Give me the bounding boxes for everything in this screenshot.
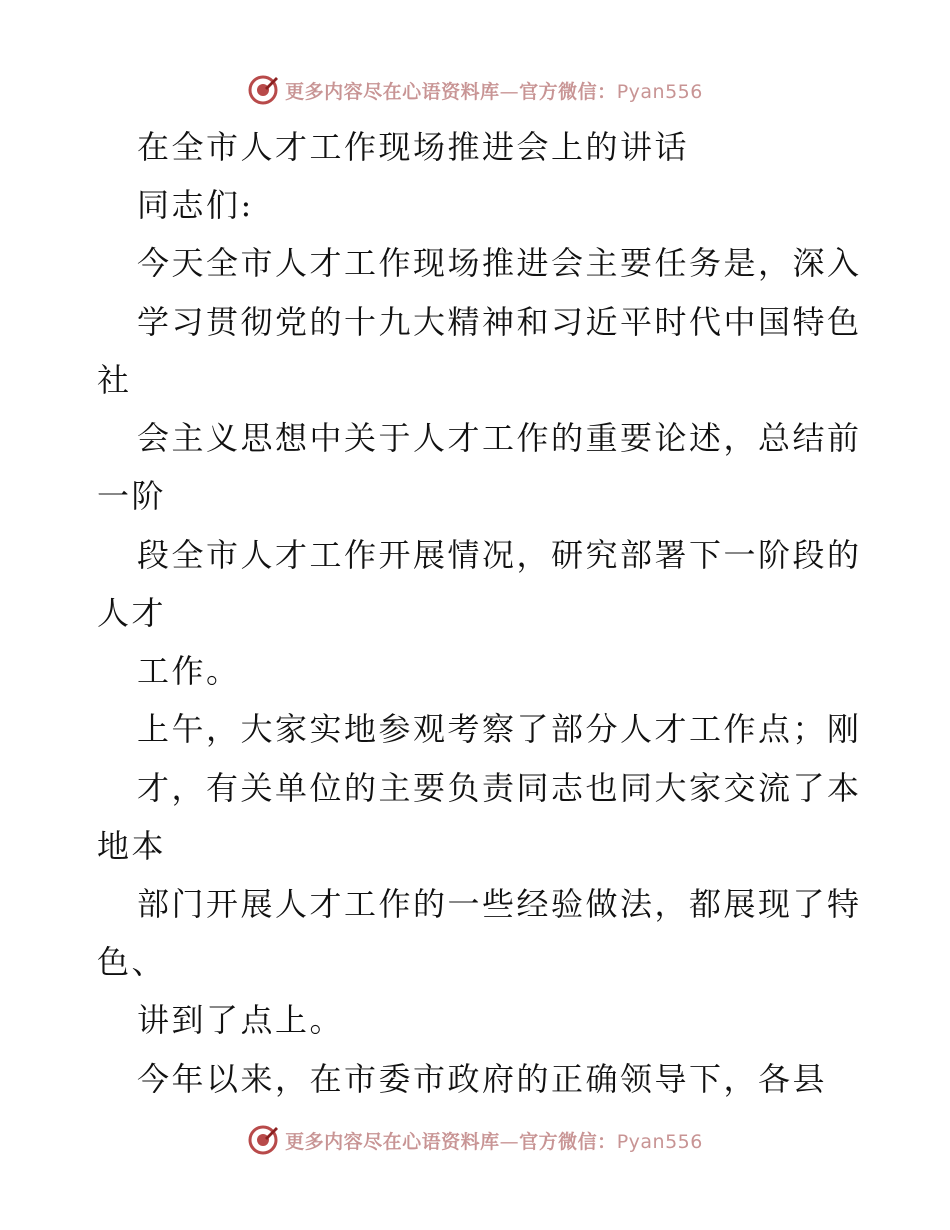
paragraph-line: 学习贯彻党的十九大精神和习近平时代中国特色 (137, 303, 862, 341)
paragraph-line: 今天全市人才工作现场推进会主要任务是，深入 (137, 244, 862, 282)
paragraph-line: 部门开展人才工作的一些经验做法，都展现了特 (137, 885, 862, 923)
pen-logo-icon (247, 1124, 279, 1156)
paragraph-line: 一阶 (97, 477, 167, 515)
watermark-dash: — (499, 80, 520, 103)
paragraph-line: 色、 (97, 943, 167, 981)
footer-watermark-banner (0, 1120, 950, 1160)
watermark-site-name: 更多内容尽在心语资料库 (285, 80, 500, 103)
paragraph-line: 段全市人才工作开展情况，研究部署下一阶段的 (137, 536, 862, 574)
paragraph-line: 才，有关单位的主要负责同志也同大家交流了本 (137, 769, 862, 807)
paragraph-line: 讲到了点上。 (137, 1001, 345, 1039)
watermark-dash: — (499, 1130, 520, 1153)
salutation: 同志们: (137, 186, 254, 224)
watermark-text (285, 77, 703, 104)
paragraph-line: 地本 (97, 827, 167, 865)
watermark-text (285, 1127, 703, 1154)
watermark-wechat-id: Pyan556 (616, 80, 703, 103)
paragraph-line: 上午，大家实地参观考察了部分人才工作点；刚 (137, 710, 862, 748)
paragraph-line: 人才 (97, 594, 167, 632)
watermark-site-name: 更多内容尽在心语资料库 (285, 1130, 500, 1153)
paragraph-line: 工作。 (137, 652, 241, 690)
header-watermark-banner (0, 70, 950, 110)
watermark-wechat-label: 官方微信： (519, 80, 617, 103)
paragraph-line: 社 (97, 361, 132, 399)
document-title: 在全市人才工作现场推进会上的讲话 (137, 128, 690, 166)
pen-logo-icon (247, 74, 279, 106)
watermark-wechat-label: 官方微信： (519, 1130, 617, 1153)
paragraph-line: 会主义思想中关于人才工作的重要论述，总结前 (137, 419, 862, 457)
watermark-wechat-id: Pyan556 (616, 1130, 703, 1153)
paragraph-line: 今年以来，在市委市政府的正确领导下，各县 (137, 1060, 828, 1098)
